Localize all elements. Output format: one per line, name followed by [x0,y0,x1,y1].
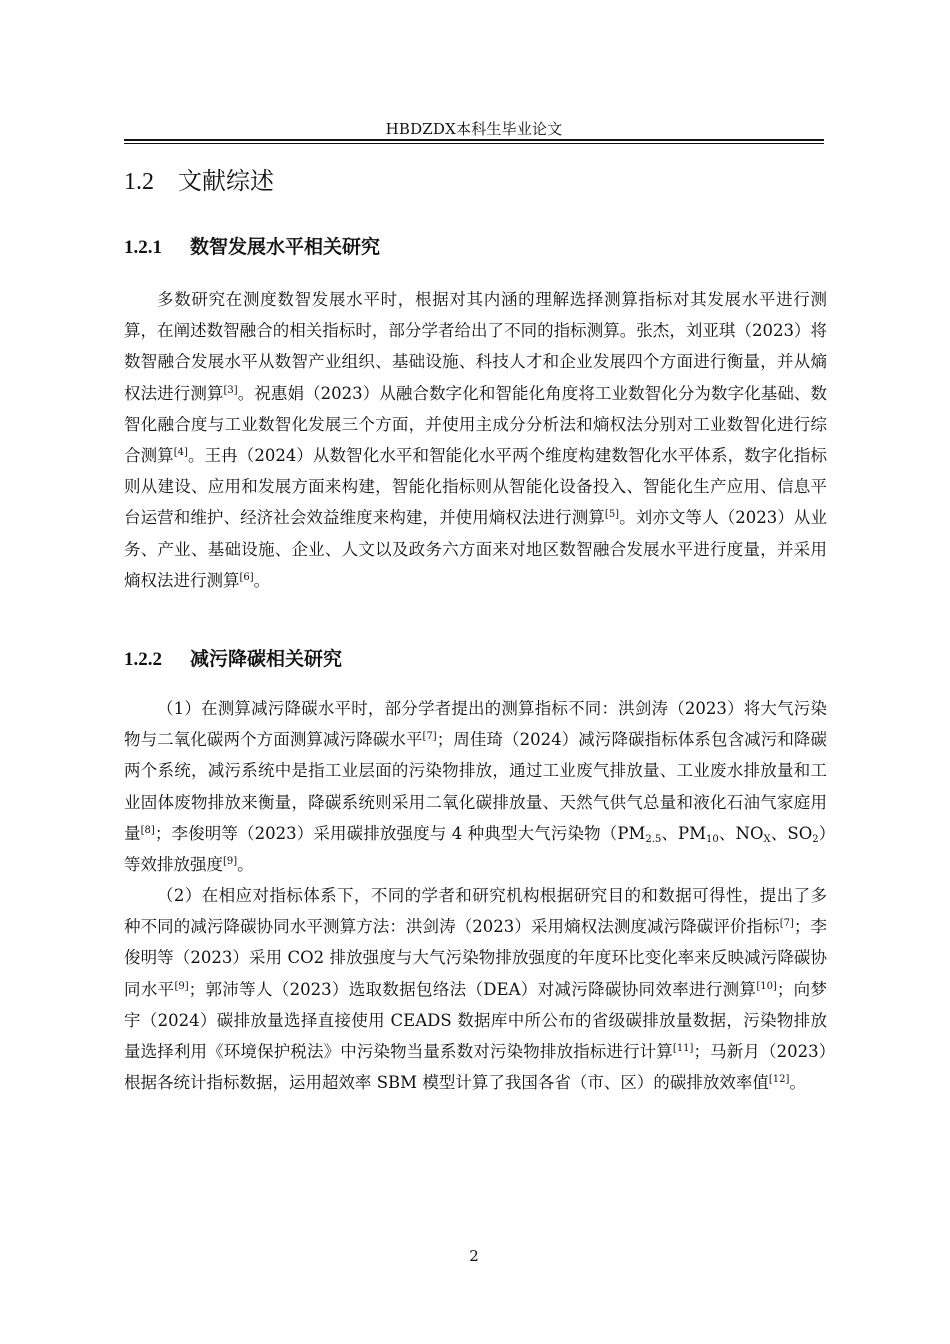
page-number: 2 [469,1247,479,1265]
citation-ref: [5] [604,509,620,521]
subsection-heading [124,233,824,262]
text-run: （1）在测算减污降碳水平时，部分学者提出的测算指标不同：洪剑涛（2023）将大气污染物与二氧化碳两个方面测算减污降碳水平 [124,699,827,750]
paragraph-pollution-indicators [124,693,827,880]
text-run: 。王冉（2024）从数智化水平和智能化水平两个维度构建数智化水平体系，数字化指标则从建设、应用和发展方面来构建，智能化指标则从智能化设备投入、智能化生产应用、信息平台运营和维护、经济社会效益维度来构建，并使用熵权法进行测算 [124,446,827,528]
citation-ref: [6] [239,571,254,583]
text-run: 、SO [770,823,813,843]
citation-ref: [10] [756,980,777,992]
paragraph-digital-intelligence [124,284,827,596]
text-run: 。祝惠娟（2023）从融合数字化和智能化角度将工业数智化分为数字化基础、数智化融合度与工业数智化发展三个方面，并使用主成分分析法和熵权法分别对工业数智化进行综合测算 [124,383,827,466]
subscript: X [763,833,771,845]
subsection-title: 减污降碳相关研究 [190,648,343,670]
citation-ref: [7] [422,731,437,743]
text-run: 。 [789,1073,806,1093]
text-run: ；李俊明等（2023）采用 CO2 排放强度与大气污染物排放强度的年度环比变化率来反映减污降碳协同水平 [124,917,827,999]
page-header: HBDZDX本科生毕业论文 [385,120,563,138]
subscript: 2.5 [645,833,662,845]
text-run: ；周佳琦（2024）减污降碳指标体系包含减污和降碳两个系统，减污系统中是指工业层面的污染物排放，通过工业废气排放量、工业废水排放量和工业固体废物排放来衡量，降碳系统则采用二氧化碳排放量、天然气供气总量和液化石油气家庭用量 [124,730,828,843]
subsection-heading [124,645,824,674]
subscript: 10 [706,833,719,845]
section-title: 文献综述 [178,167,274,195]
subscript: 2 [812,833,819,845]
subsection-number: 1.2.1 [124,237,162,258]
paragraph-synergy-methods [124,880,827,1098]
text-run: ；马新月（2023）根据各统计指标数据，运用超效率 SBM 模型计算了我国各省（市、区）的碳排放效率值 [124,1042,827,1093]
citation-ref: [12] [768,1074,790,1086]
text-run: ；郭沛等人（2023）选取数据包络法（DEA）对减污降碳协同效率进行测算 [188,979,757,999]
citation-ref: [3] [223,384,238,396]
text-run: 多数研究在测度数智发展水平时，根据对其内涵的理解选择测算指标对其发展水平进行测算，在阐述数智融合的相关指标时，部分学者给出了不同的指标测算。张杰，刘亚琪（2023）将数智融合发展水平从数智产业组织、基础设施、科技人才和企业发展四个方面进行衡量，并从熵权法进行测算 [124,290,827,403]
section-heading [124,164,824,199]
text-run: ；李俊明等（2023）采用碳排放强度与 4 种典型大气污染物（PM [154,823,646,843]
subsection-title: 数智发展水平相关研究 [190,236,381,258]
section-number: 1.2 [124,169,154,195]
citation-ref: [8] [140,824,155,836]
text-run: 。 [237,855,254,875]
text-run: （2）在相应对指标体系下，不同的学者和研究机构根据研究目的和数据可得性，提出了多种不同的减污降碳协同水平测算方法：洪剑涛（2023）采用熵权法测度减污降碳评价指标 [124,886,827,937]
subsection-number: 1.2.2 [124,649,162,670]
text-run: 。 [253,570,271,590]
citation-ref: [4] [173,447,188,459]
header-rule-thin [124,143,824,144]
citation-ref: [9] [223,856,238,868]
citation-ref: [7] [779,918,794,930]
text-run: 。刘亦文等人（2023）从业务、产业、基础设施、企业、人文以及政务六方面来对地区数智融合发展水平进行度量，并采用熵权法进行测算 [124,508,828,590]
text-run: ）等效排放强度 [124,823,828,875]
citation-ref: [11] [672,1043,694,1055]
header-rule-thick [124,139,824,141]
text-run: 、PM [661,823,707,843]
text-run: 、NO [718,823,764,843]
citation-ref: [9] [174,980,189,992]
text-run: ；向梦宇（2024）碳排放量选择直接使用 CEADS 数据库中所公布的省级碳排放量数据，污染物排放量选择利用《环境保护税法》中污染物当量系数对污染物排放指标进行计算 [124,979,828,1062]
